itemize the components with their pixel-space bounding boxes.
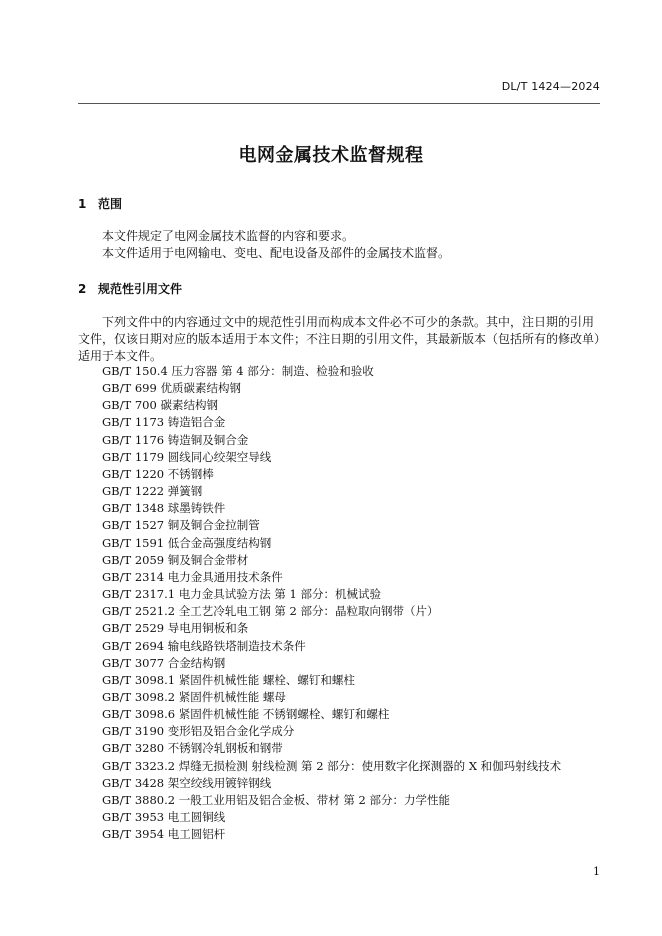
- normative-reference-list: [102, 363, 622, 843]
- reference-item: GB/T 2529 导电用铜板和条: [102, 621, 249, 636]
- reference-item: GB/T 2314 电力金具通用技术条件: [102, 569, 283, 584]
- reference-item: GB/T 3880.2 一般工业用铝及铝合金板、带材 第 2 部分：力学性能: [102, 792, 451, 807]
- reference-item: GB/T 2694 输电线路铁塔制造技术条件: [102, 638, 306, 653]
- section-heading-scope: [78, 195, 122, 212]
- header-divider: [78, 103, 600, 104]
- reference-item: GB/T 2521.2 全工艺冷轧电工钢 第 2 部分：晶粒取向钢带（片）: [102, 604, 439, 619]
- document-code: DL/T 1424—2024: [501, 80, 600, 93]
- reference-item: GB/T 2317.1 电力金具试验方法 第 1 部分：机械试验: [102, 587, 382, 602]
- reference-item: GB/T 3954 电工圆铝杆: [102, 827, 226, 842]
- section-number: 2: [78, 282, 87, 296]
- reference-item: GB/T 150.4 压力容器 第 4 部分：制造、检验和验收: [102, 364, 374, 378]
- reference-item: GB/T 1173 铸造铝合金: [102, 415, 226, 430]
- reference-item: GB/T 1527 铜及铜合金拉制管: [102, 518, 260, 533]
- scope-paragraph-1: 本文件规定了电网金属技术监督的内容和要求。: [102, 229, 355, 243]
- section-title: 范围: [98, 197, 123, 211]
- reference-item: GB/T 3323.2 焊缝无损检测 射线检测 第 2 部分：使用数字化探测器的 X 和伽玛射线技术: [102, 758, 562, 773]
- reference-item: GB/T 1179 圆线同心绞架空导线: [102, 449, 272, 464]
- reference-item: GB/T 1220 不锈钢棒: [102, 466, 214, 481]
- reference-item: GB/T 3098.2 紧固件机械性能 螺母: [102, 689, 286, 704]
- reference-item: GB/T 699 优质碳素结构钢: [102, 381, 241, 396]
- reference-item: GB/T 3098.6 紧固件机械性能 不锈钢螺栓、螺钉和螺柱: [102, 707, 390, 722]
- reference-item: GB/T 1222 弹簧钢: [102, 484, 203, 499]
- section-number: 1: [78, 197, 87, 211]
- reference-item: GB/T 3428 架空绞线用镀锌钢线: [102, 775, 272, 790]
- reference-item: GB/T 3953 电工圆铜线: [102, 810, 226, 825]
- section-heading-references: [78, 280, 182, 297]
- reference-item: GB/T 3190 变形铝及铝合金化学成分: [102, 724, 295, 739]
- scope-paragraph-2: 本文件适用于电网输电、变电、配电设备及部件的金属技术监督。: [102, 246, 451, 260]
- section-title: 规范性引用文件: [98, 282, 183, 296]
- reference-item: GB/T 2059 铜及铜合金带材: [102, 552, 249, 567]
- page-number: 1: [593, 865, 600, 878]
- reference-item: GB/T 1591 低合金高强度结构钢: [102, 535, 272, 550]
- reference-item: GB/T 3280 不锈钢冷轧钢板和钢带: [102, 741, 283, 756]
- reference-item: GB/T 700 碳素结构钢: [102, 398, 218, 413]
- document-title: 电网金属技术监督规程: [238, 145, 424, 166]
- reference-item: GB/T 3077 合金结构钢: [102, 655, 226, 670]
- reference-item: GB/T 1176 铸造铜及铜合金: [102, 432, 249, 447]
- reference-item: GB/T 3098.1 紧固件机械性能 螺栓、螺钉和螺柱: [102, 672, 355, 687]
- references-intro: 下列文件中的内容通过文中的规范性引用而构成本文件必不可少的条款。其中，注日期的引用文件，仅该日期对应的版本适用于本文件；不注日期的引用文件，其最新版本（包括所有的修改单）适用于本文件。: [78, 315, 601, 363]
- reference-item: GB/T 1348 球墨铸铁件: [102, 501, 226, 516]
